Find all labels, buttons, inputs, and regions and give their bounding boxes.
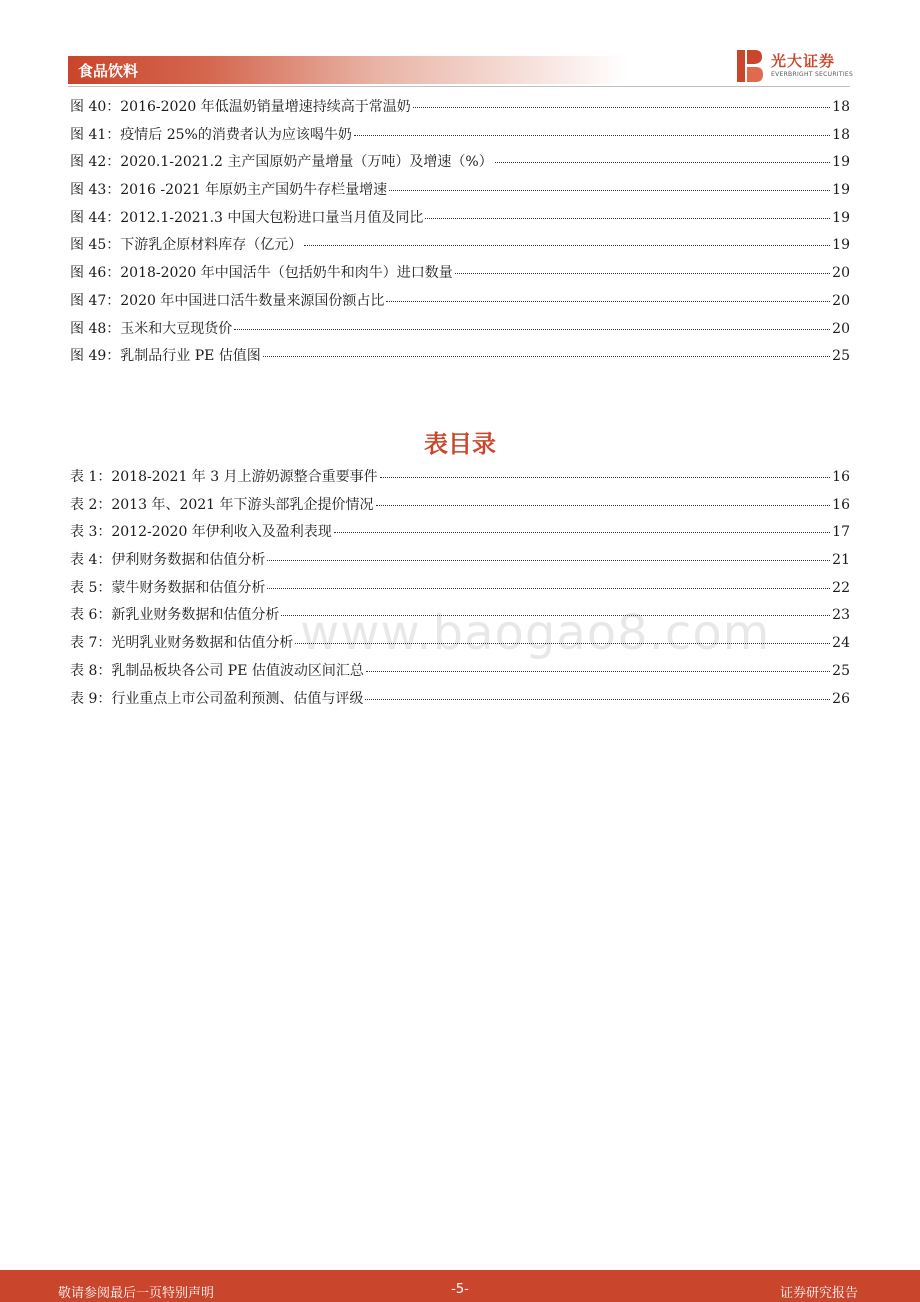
figure-entry-title xyxy=(70,262,453,282)
table-entry-label: 表 3： xyxy=(70,524,112,541)
table-entry-label: 表 1： xyxy=(70,469,112,485)
table-entry-caption: 2018-2021 年 3 月上游奶源整合重要事件 xyxy=(111,469,378,485)
dot-leader xyxy=(281,615,830,616)
dot-leader xyxy=(267,560,830,561)
figure-entry[interactable] xyxy=(70,151,850,179)
table-entry[interactable] xyxy=(70,604,850,632)
figure-entry-page: 20 xyxy=(832,320,850,337)
figure-entry-page: 19 xyxy=(832,237,850,254)
logo-text-cn: 光大证券 xyxy=(771,52,836,70)
table-section-title: 表目录 xyxy=(424,430,496,458)
figure-entry-page: 25 xyxy=(832,348,850,365)
figure-entry-page: 18 xyxy=(832,126,850,143)
figure-entry-page: 19 xyxy=(832,182,850,199)
table-entry[interactable] xyxy=(70,660,850,688)
figure-entry-caption: 2012.1-2021.3 中国大包粉进口量当月值及同比 xyxy=(120,209,424,226)
figure-entry-label: 图 43： xyxy=(70,182,121,199)
figure-entry-caption: 2020 年中国进口活牛数量来源国份额占比 xyxy=(120,292,385,309)
figure-entry-title xyxy=(70,234,302,254)
figure-entry-caption: 乳制品行业 PE 估值图 xyxy=(120,348,261,365)
table-entry-title xyxy=(70,632,293,652)
figure-entry[interactable] xyxy=(70,345,850,373)
figure-entry[interactable] xyxy=(70,290,850,318)
figure-entry[interactable] xyxy=(70,96,850,124)
table-entry-page: 21 xyxy=(832,552,850,569)
footer-report-type: 证券研究报告 xyxy=(779,1286,858,1301)
table-entry-page: 16 xyxy=(832,469,850,485)
dot-leader xyxy=(380,477,831,478)
header-rule xyxy=(68,86,850,87)
table-entry-label: 表 4： xyxy=(70,552,112,569)
brand-logo-icon xyxy=(737,50,763,82)
section-label: 食品饮料 xyxy=(78,62,139,80)
table-entry-title xyxy=(70,521,332,541)
dot-leader xyxy=(365,699,830,700)
table-entry-caption: 行业重点上市公司盈利预测、估值与评级 xyxy=(111,690,364,707)
dot-leader xyxy=(334,532,830,533)
table-entry-title xyxy=(70,577,265,597)
figure-entry-label: 图 47： xyxy=(70,292,121,309)
table-entry[interactable] xyxy=(70,549,850,577)
table-entry-page: 25 xyxy=(832,662,850,679)
table-entry-title xyxy=(70,604,279,624)
dot-leader xyxy=(234,329,830,330)
dot-leader xyxy=(386,301,830,302)
table-entry-page: 17 xyxy=(832,524,850,541)
table-entry[interactable] xyxy=(70,466,850,494)
table-entry[interactable] xyxy=(70,577,850,605)
figure-entry-label: 图 45： xyxy=(70,237,121,254)
figure-entry[interactable] xyxy=(70,179,850,207)
figure-entry-title xyxy=(70,179,387,199)
figure-entry-title xyxy=(70,290,384,310)
table-entry-page: 23 xyxy=(832,607,850,624)
table-entry-label: 表 9： xyxy=(70,690,112,707)
logo-text-en: EVERBRIGHT SECURITIES xyxy=(771,71,854,78)
table-entry-caption: 伊利财务数据和估值分析 xyxy=(111,552,266,569)
dot-leader xyxy=(267,588,830,589)
figure-entry-caption: 疫情后 25%的消费者认为应该喝牛奶 xyxy=(120,126,352,143)
dot-leader xyxy=(376,505,831,506)
figure-entry-title xyxy=(70,151,493,171)
table-entry-page: 24 xyxy=(832,635,850,652)
table-entry-caption: 新乳业财务数据和估值分析 xyxy=(111,607,280,624)
figure-entry-page: 20 xyxy=(832,265,850,282)
figure-entry-title xyxy=(70,207,423,227)
figure-entry-title xyxy=(70,96,411,116)
figure-entry-caption: 2016-2020 年低温奶销量增速持续高于常温奶 xyxy=(120,99,411,115)
figure-entry-label: 图 41： xyxy=(70,126,121,143)
figure-entry[interactable] xyxy=(70,234,850,262)
dot-leader xyxy=(354,135,830,136)
dot-leader xyxy=(495,162,830,163)
table-entry-label: 表 6： xyxy=(70,607,112,624)
header-band xyxy=(68,56,628,84)
table-entry[interactable] xyxy=(70,494,850,522)
dot-leader xyxy=(413,107,830,108)
table-entry-caption: 蒙牛财务数据和估值分析 xyxy=(111,579,266,596)
dot-leader xyxy=(366,671,830,672)
table-entry-page: 16 xyxy=(832,496,850,513)
figure-entry-page: 20 xyxy=(832,292,850,309)
table-entry-caption: 2012-2020 年伊利收入及盈利表现 xyxy=(111,524,332,541)
table-entry[interactable] xyxy=(70,632,850,660)
watermark: www.baogao8.com xyxy=(300,605,771,661)
table-entry-page: 26 xyxy=(832,690,850,707)
dot-leader xyxy=(389,190,830,191)
table-entry-label: 表 2： xyxy=(70,496,112,513)
table-entry-label: 表 5： xyxy=(70,579,112,596)
figure-list xyxy=(70,96,850,373)
figure-entry-page: 19 xyxy=(832,209,850,226)
footer-disclaimer: 敬请参阅最后一页特别声明 xyxy=(58,1286,215,1301)
page-number: -5- xyxy=(451,1282,469,1297)
brand-logo xyxy=(737,48,857,84)
figure-entry[interactable] xyxy=(70,318,850,346)
figure-entry-label: 图 48： xyxy=(70,320,121,337)
dot-leader xyxy=(425,218,830,219)
figure-entry[interactable] xyxy=(70,262,850,290)
figure-entry-caption: 2016 -2021 年原奶主产国奶牛存栏量增速 xyxy=(120,182,388,199)
table-entry[interactable] xyxy=(70,688,850,716)
table-entry-title xyxy=(70,466,378,486)
table-entry[interactable] xyxy=(70,521,850,549)
table-list xyxy=(70,466,850,715)
figure-entry-caption: 玉米和大豆现货价 xyxy=(120,320,233,337)
figure-entry-label: 图 40： xyxy=(70,99,121,115)
figure-entry[interactable] xyxy=(70,124,850,152)
figure-entry-caption: 下游乳企原材料库存（亿元） xyxy=(120,237,303,254)
table-entry-caption: 乳制品板块各公司 PE 估值波动区间汇总 xyxy=(111,662,364,679)
table-entry-title xyxy=(70,660,364,680)
figure-entry[interactable] xyxy=(70,207,850,235)
footer-bar xyxy=(0,1270,920,1302)
dot-leader xyxy=(455,273,830,274)
figure-entry-page: 18 xyxy=(832,99,850,115)
table-entry-title xyxy=(70,549,265,569)
table-entry-label: 表 8： xyxy=(70,662,112,679)
figure-entry-caption: 2020.1-2021.2 主产国原奶产量增量（万吨）及增速（%） xyxy=(120,154,493,171)
dot-leader xyxy=(304,245,830,246)
figure-entry-label: 图 42： xyxy=(70,154,121,171)
figure-entry-label: 图 44： xyxy=(70,209,121,226)
table-entry-caption: 2013 年、2021 年下游头部乳企提价情况 xyxy=(111,496,374,513)
figure-entry-title xyxy=(70,124,352,144)
table-entry-label: 表 7： xyxy=(70,635,112,652)
dot-leader xyxy=(263,356,830,357)
figure-entry-page: 19 xyxy=(832,154,850,171)
figure-entry-caption: 2018-2020 年中国活牛（包括奶牛和肉牛）进口数量 xyxy=(120,265,453,282)
dot-leader xyxy=(295,643,830,644)
table-entry-caption: 光明乳业财务数据和估值分析 xyxy=(111,635,294,652)
figure-entry-label: 图 46： xyxy=(70,265,121,282)
figure-entry-label: 图 49： xyxy=(70,348,121,365)
figure-entry-title xyxy=(70,345,261,365)
figure-entry-title xyxy=(70,318,232,338)
table-entry-title xyxy=(70,494,374,514)
table-entry-title xyxy=(70,688,363,708)
table-entry-page: 22 xyxy=(832,579,850,596)
